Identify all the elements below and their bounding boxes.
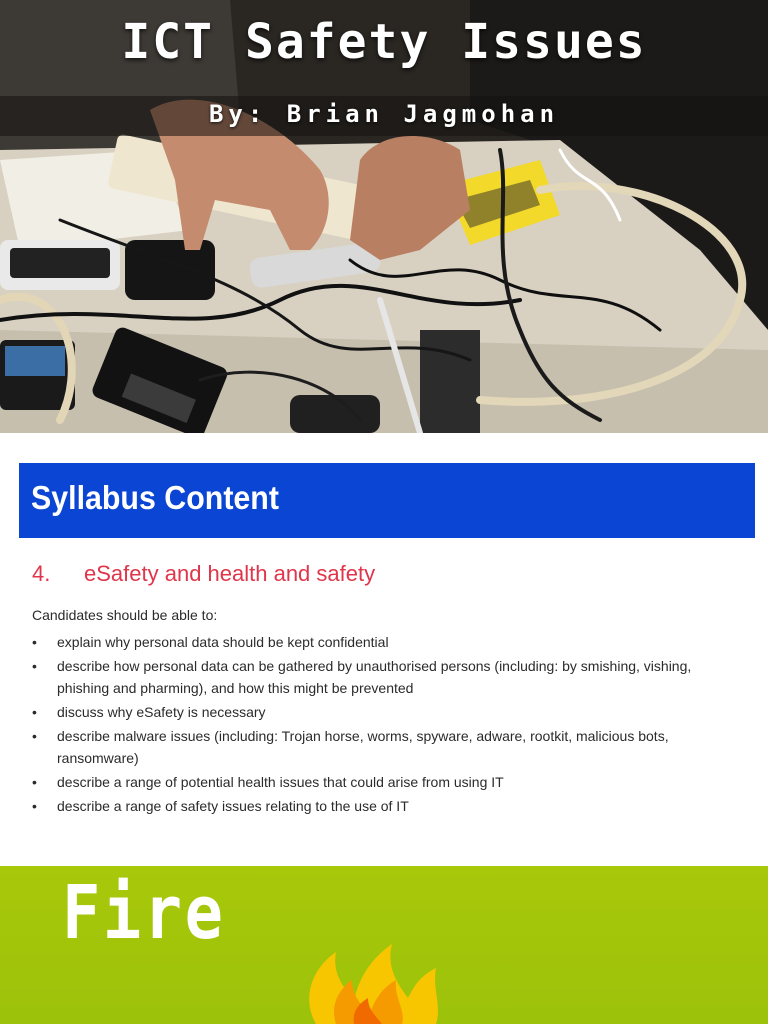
section-title: eSafety and health and safety [84, 561, 376, 586]
list-item: • describe how personal data can be gathered by unauthorised persons (including: by smishing, vishing, phishing and pharming), and how this might be prevented [32, 655, 742, 699]
section-heading [32, 561, 375, 587]
bullet-icon: • [32, 774, 37, 790]
list-item: • describe a range of safety issues relating to the use of IT [32, 795, 742, 817]
objectives-list [32, 631, 742, 819]
bullet-icon: • [32, 634, 37, 650]
fire-slide [0, 866, 768, 1024]
cover-slide [0, 0, 768, 433]
flame-icon [296, 940, 456, 1024]
intro-text: Candidates should be able to: [32, 607, 218, 623]
list-item: • describe malware issues (including: Trojan horse, worms, spyware, adware, rootkit, malicious bots, ransomware) [32, 725, 742, 769]
list-item: • describe a range of potential health issues that could arise from using IT [32, 771, 742, 793]
syllabus-header [19, 463, 755, 538]
bullet-icon: • [32, 658, 37, 674]
list-item: • discuss why eSafety is necessary [32, 701, 742, 723]
fire-title: Fire [62, 870, 226, 956]
cover-author: By: Brian Jagmohan [208, 100, 560, 128]
bullet-icon: • [32, 728, 37, 744]
list-item: • explain why personal data should be kept confidential [32, 631, 742, 653]
bullet-icon: • [32, 798, 37, 814]
bullet-icon: • [32, 704, 37, 720]
syllabus-title: Syllabus Content [31, 479, 279, 516]
cover-title: ICT Safety Issues [121, 14, 647, 70]
syllabus-slide [0, 433, 768, 866]
section-number: 4. [32, 561, 51, 586]
